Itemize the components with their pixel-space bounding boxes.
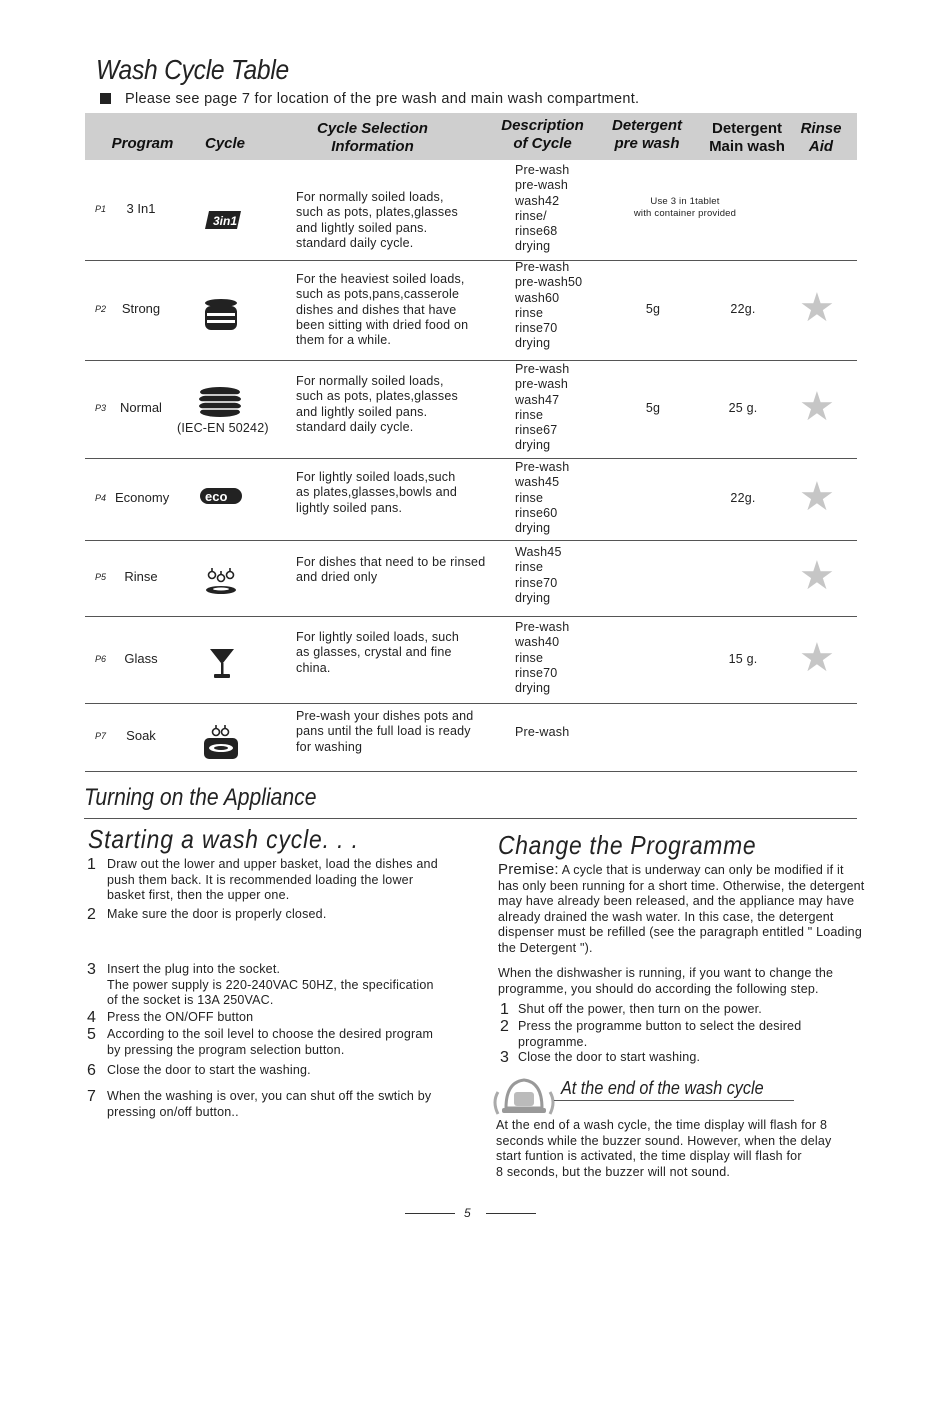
glass-icon <box>207 646 237 685</box>
header-cycle-selection: Cycle Selection Information <box>317 120 428 155</box>
section-change-programme: Change the Programme <box>498 830 757 860</box>
table-row <box>85 540 857 617</box>
cycle-description: Pre-wash wash45 rinse rinse60 drying <box>515 460 570 536</box>
rinse-aid-star-icon: ★ <box>799 554 835 598</box>
svg-text:eco: eco <box>205 489 228 504</box>
step-text: Press the ON/OFF button <box>107 1010 254 1024</box>
step-number: 7 <box>87 1088 96 1105</box>
premise-label: Premise: <box>498 861 559 878</box>
change-intro: When the dishwasher is running, if you want to change the programme, you should do according the following step. <box>498 966 834 996</box>
bullet-square-icon <box>100 93 111 104</box>
plates-stack-icon <box>197 386 243 423</box>
location-note <box>100 91 639 107</box>
cycle-info: For normally soiled loads, such as pots, plates,glasses and lightly soiled pans. standard daily cycle. <box>296 190 458 250</box>
soak-icon <box>201 725 241 766</box>
section-divider <box>84 818 857 819</box>
location-note-text: Please see page 7 for location of the pre wash and main wash compartment. <box>125 91 640 107</box>
table-header <box>85 113 857 160</box>
rinse-aid-star-icon: ★ <box>799 385 835 429</box>
cycle-info: For lightly soiled loads, such as glasses, crystal and fine china. <box>296 630 460 675</box>
header-rinse-aid: Rinse Aid <box>800 120 842 155</box>
page-title: Wash Cycle Table <box>96 54 289 85</box>
premise-line: A cycle that is underway can only be modified if it <box>558 863 844 877</box>
cycle-description: Pre-wash wash40 rinse rinse70 drying <box>515 620 570 696</box>
rinse-aid-star-icon: ★ <box>799 286 835 330</box>
page-rule-left <box>405 1213 455 1214</box>
table-row <box>85 616 857 704</box>
program-name: Rinse <box>124 569 158 584</box>
program-code: P2 <box>95 304 107 314</box>
cycle-description: Pre-wash pre-wash wash42 rinse/ rinse68 drying <box>515 163 570 254</box>
program-code: P7 <box>95 731 107 741</box>
rinse-aid-star-icon: ★ <box>799 475 835 519</box>
header-detergent-main: Detergent Main wash <box>709 120 785 155</box>
rinse-drops-icon <box>203 566 239 601</box>
tablet-instruction: Use 3 in 1tablet with container provided <box>633 196 737 219</box>
detergent-mainwash: 25 g. <box>728 401 758 415</box>
header-cycle: Cycle <box>204 135 246 152</box>
standard-label: (IEC-EN 50242) <box>177 421 269 435</box>
program-name: Strong <box>121 301 161 316</box>
step-text: Close the door to start the washing. <box>107 1063 311 1077</box>
step-number: 2 <box>500 1018 509 1035</box>
cycle-info: For the heaviest soiled loads, such as pots,pans,casserole dishes and dishes that have been sitting with dried food on them for a while. <box>296 272 469 348</box>
program-name: Normal <box>120 400 162 415</box>
table-row <box>85 260 857 361</box>
detergent-mainwash: 22g. <box>730 491 756 505</box>
program-code: P6 <box>95 653 107 664</box>
3in1-tablet-icon <box>203 208 243 237</box>
step-number: 4 <box>87 1009 96 1026</box>
step-number: 6 <box>87 1062 96 1079</box>
section-starting: Starting a wash cycle. . . <box>88 824 359 854</box>
step-number: 3 <box>500 1049 509 1066</box>
step-number: 5 <box>87 1026 96 1043</box>
table-row <box>85 458 857 541</box>
step-number: 1 <box>500 1001 509 1018</box>
page-number: 5 <box>464 1206 471 1220</box>
detergent-prewash: 5g <box>645 401 661 415</box>
program-name: Economy <box>115 490 170 505</box>
program-code: P5 <box>95 572 107 582</box>
premise-paragraph: Premise: A cycle that is underway can only be modified if it has only been running for a short time. Otherwise, the detergent may have already been released, and the appliance may have already drained the wash water. In this case, the detergent dispenser must be refilled (see the paragraph entitled " Loading the Detergent "). <box>498 861 865 955</box>
end-cycle-text: At the end of a wash cycle, the time display will flash for 8 seconds while the buzzer sound. However, when the delay start funtion is activated, the time display will flash for 8 seconds, but the buzzer will not sound. <box>496 1118 832 1179</box>
program-code: P1 <box>95 204 107 214</box>
cycle-info: For dishes that need to be rinsed and dried only <box>296 555 486 585</box>
rinse-aid-star-icon: ★ <box>799 635 835 680</box>
header-detergent-pre: Detergent pre wash <box>611 117 682 152</box>
detergent-prewash: 5g <box>645 302 661 316</box>
end-cycle-title: At the end of the wash cycle <box>561 1078 764 1098</box>
page-rule-right <box>486 1213 536 1214</box>
cycle-info: Pre-wash your dishes pots and pans until the full load is ready for washing <box>296 709 474 754</box>
step-text: When the washing is over, you can shut off the swtich by pressing on/off button.. <box>107 1089 432 1119</box>
buzzer-icon <box>492 1072 556 1120</box>
program-code: P4 <box>95 493 107 503</box>
step-number: 2 <box>87 906 96 923</box>
step-text: Shut off the power, then turn on the power. <box>518 1002 762 1016</box>
header-program: Program <box>111 135 174 152</box>
header-description: Description of Cycle <box>501 117 584 152</box>
cycle-info: For normally soiled loads, such as pots, plates,glasses and lightly soiled pans. standard daily cycle. <box>296 374 458 434</box>
step-text: Make sure the door is properly closed. <box>107 907 327 921</box>
program-name: 3 In1 <box>126 201 156 216</box>
step-text: Close the door to start washing. <box>518 1050 701 1064</box>
cycle-description: Wash45 rinse rinse70 drying <box>515 545 562 605</box>
cycle-description: Pre-wash <box>515 725 570 739</box>
step-number: 3 <box>87 961 96 978</box>
cycle-description: Pre-wash pre-wash50 wash60 rinse rinse70 drying <box>515 260 583 351</box>
detergent-mainwash: 15 g. <box>728 651 758 666</box>
pot-icon <box>201 297 241 338</box>
eco-icon <box>199 486 243 511</box>
step-text: Insert the plug into the socket. The power supply is 220-240VAC 50HZ, the specification of the socket is 13A 250VAC. <box>107 962 434 1007</box>
step-text: According to the soil level to choose the desired program by pressing the program selection button. <box>107 1027 434 1057</box>
step-number: 1 <box>87 856 96 873</box>
table-row <box>85 703 857 772</box>
program-name: Glass <box>124 650 158 666</box>
step-text: Draw out the lower and upper basket, load the dishes and push them back. It is recommended loading the lower basket first, then the upper one. <box>107 857 438 902</box>
detergent-mainwash: 22g. <box>730 302 756 316</box>
program-name: Soak <box>126 728 156 743</box>
section-turning-on: Turning on the Appliance <box>84 784 317 811</box>
cycle-description: Pre-wash pre-wash wash47 rinse rinse67 drying <box>515 362 570 453</box>
svg-text:3in1: 3in1 <box>213 214 238 228</box>
program-code: P3 <box>95 403 107 413</box>
cycle-info: For lightly soiled loads,such as plates,glasses,bowls and lightly soiled pans. <box>296 470 458 515</box>
step-text: Press the programme button to select the desired programme. <box>518 1019 802 1049</box>
table-row <box>85 160 857 261</box>
table-row <box>85 360 857 459</box>
end-cycle-underline <box>554 1100 794 1101</box>
